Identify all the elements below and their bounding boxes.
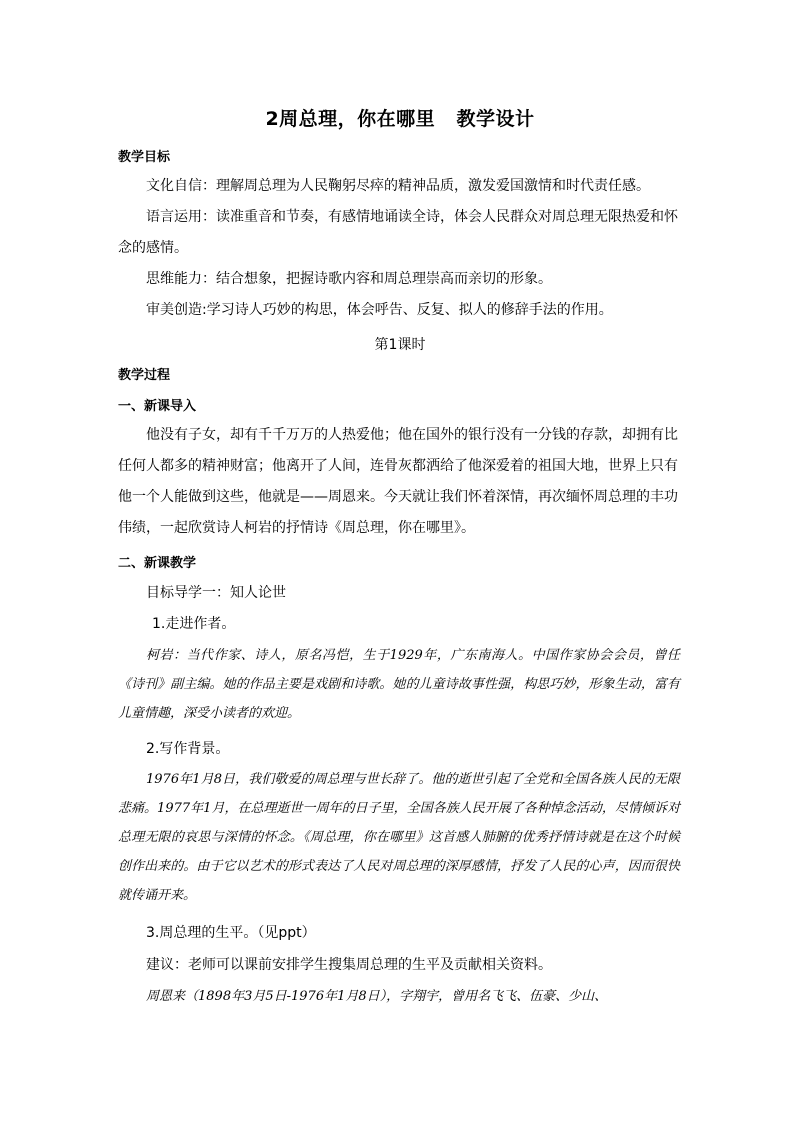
- objective-language: 语言运用：读准重音和节奏，有感情地诵读全诗，体会人民群众对周总理无限热爱和怀念的感情。: [118, 209, 678, 256]
- background-text: 1976年1月8日，我们敬爱的周总理与世长辞了。他的逝世引起了全党和全国各族人民的无限悲痛。1977年1月，在总理逝世一周年的日子里，全国各族人民开展了各种悼念活动，尽情倾诉对总理无限的哀思与深情的怀念。《周总理，你在哪里》这首感人肺腑的优秀抒情诗就是在这个时候创作出来的。由于它以艺术的形式表达了人民对周总理的深厚感情，抒发了人民的心声，因而很快就传诵开来。: [118, 772, 680, 903]
- biography-text: 周恩来（1898年3月5日-1976年1月8日），字翔宇，曾用名飞飞、伍豪、少山、: [146, 989, 608, 1004]
- objective-culture: 文化自信：理解周总理为人民鞠躬尽瘁的精神品质，激发爱国激情和时代责任感。: [146, 178, 650, 194]
- objective-thinking: 思维能力：结合想象，把握诗歌内容和周总理崇高而亲切的形象。: [146, 271, 552, 287]
- objectives-heading: 教学目标: [118, 150, 171, 165]
- teacher-suggestion: 建议：老师可以课前安排学生搜集周总理的生平及贡献相关资料。: [146, 957, 552, 973]
- objective-aesthetic: 审美创造:学习诗人巧妙的构思，体会呼告、反复、拟人的修辞手法的作用。: [146, 302, 613, 318]
- background-item-title: 2.写作背景。: [146, 741, 230, 757]
- process-heading: 教学过程: [118, 368, 171, 383]
- author-item-title: 1.走进作者。: [152, 616, 236, 632]
- lesson-label: 第1课时: [374, 337, 426, 353]
- author-text: 柯岩：当代作家、诗人，原名冯恺，生于1929年，广东南海人。中国作家协会会员，曾任《诗刊》副主编。她的作品主要是戏剧和诗歌。她的儿童诗故事性强，构思巧妙，形象生动，富有儿童情趣，深受小读者的欢迎。: [118, 648, 680, 721]
- biography-item-title: 3.周总理的生平。（见ppt）: [146, 925, 316, 941]
- goal-one-label: 目标导学一：知人论世: [146, 585, 286, 601]
- page-title: 2周总理，你在哪里 教学设计: [265, 108, 535, 130]
- section-intro-heading: 一、新课导入: [118, 399, 197, 414]
- section-teaching-heading: 二、新课教学: [118, 556, 197, 571]
- section-intro-text: 他没有子女，却有千千万万的人热爱他；他在国外的银行没有一分钱的存款，却拥有比任何人都多的精神财富；他离开了人间，连骨灰都洒给了他深爱着的祖国大地，世界上只有他一个人能做到这些，他就是——周恩来。今天就让我们怀着深情，再次缅怀周总理的丰功伟绩，一起欣赏诗人柯岩的抒情诗《周总理，你在哪里》。: [118, 427, 678, 536]
